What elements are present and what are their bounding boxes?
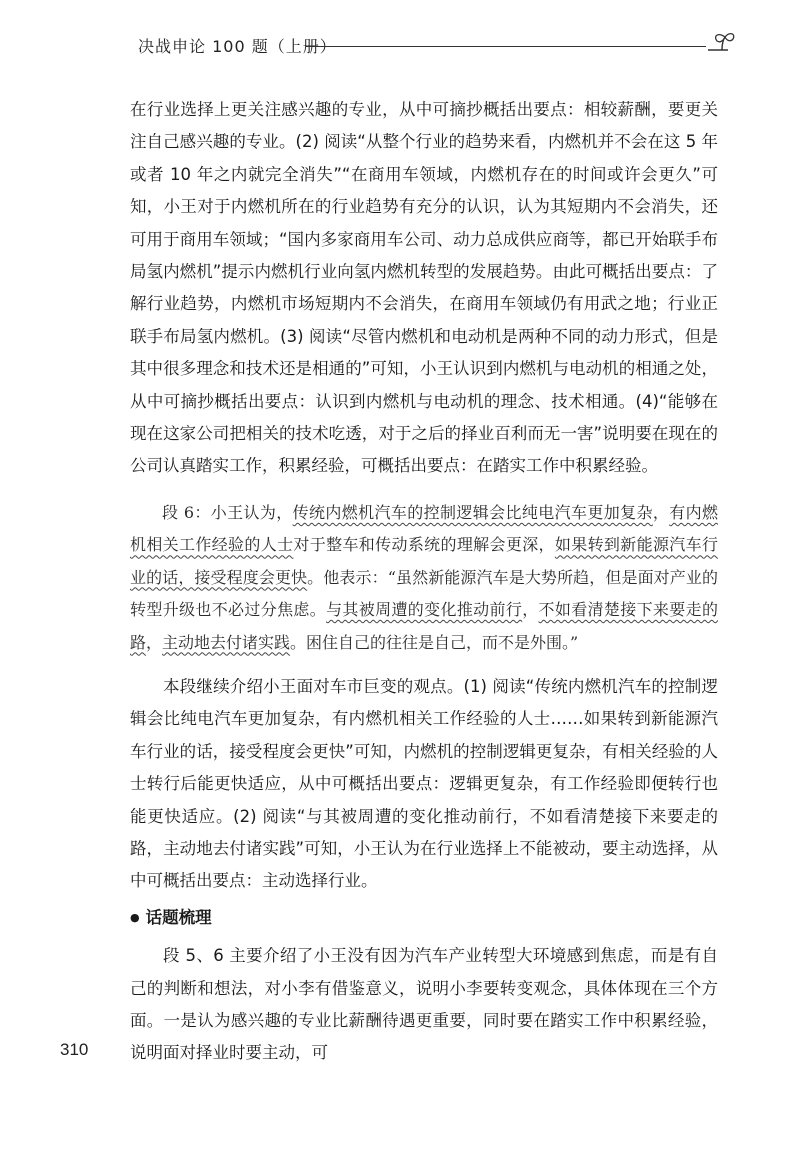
material-paragraph-6 [130,497,718,659]
running-header [138,32,738,62]
text-run: 。困住自己的往往是自己，而不是外围。” [290,632,579,652]
underlined-phrase: 传统内燃机汽车的控制逻辑会比纯电汽车更加复杂 [292,502,653,522]
text-run: 对于整车和传动系统的理解会更深， [293,535,555,555]
summary-paragraph: 段 5、6 主要介绍了小王没有因为汽车产业转型大环境感到焦虑，而是有自己的判断和想法，对小李有借鉴意义，说明小李要转变观念，具体体现在三个方面。一是认为感兴趣的专业比薪酬待遇更重要，同时要在踏实工作中积累经验，说明面对择业时要主动，可 [130,946,718,1063]
book-title: 决战申论 100 题（上册） [138,37,337,56]
underlined-phrase: 与其被周遭的变化推动前行 [326,600,523,620]
text-run: ， [146,632,163,652]
underlined-phrase: 主动地去付诸实践 [162,632,291,652]
underlined-phrase: 不如看清楚接下来要走的路 [130,600,718,652]
bullet-icon: ● [130,910,140,924]
page-number: 310 [60,1040,89,1059]
topic-heading-text: 话题梳理 [145,907,212,927]
text-run: 。他表示：“虽然新能源汽车是大势所趋，但是面对产业的转型升级也不必过分焦虑。 [130,567,718,620]
segment-label: 段 6：小王认为， [162,502,293,522]
underlined-phrase: 有内燃机相关工作经验的人士 [130,502,718,555]
text-run: ， [522,600,539,620]
page-body [130,94,718,1070]
analysis-paragraph-1: 在行业选择上更关注感兴趣的专业，从中可摘抄概括出要点：相较薪酬，要更关注自己感兴趣的专业。(2) 阅读“从整个行业的趋势来看，内燃机并不会在这 5 年或者 10 年之内就完全消失”“在商用车领域，内燃机存在的时间或许会更久”可知，小王对于内燃机所在的行业趋势有充分的认识，认为其短期内不会消失，还可用于商用车领域；“国内多家商用车公司、动力总成供应商等，都已开始联手布局氢内燃机”提示内燃机行业向氢内燃机转型的发展趋势。由此可概括出要点：了解行业趋势，内燃机市场短期内不会消失，在商用车领域仍有用武之地；行业正联手布局氢内燃机。(3) 阅读“尽管内燃机和电动机是两种不同的动力形式，但是其中很多理念和技术还是相通的”可知，小王认识到内燃机与电动机的相通之处，从中可摘抄概括出要点：认识到内燃机与电动机的理念、技术相通。(4)“能够在现在这家公司把相关的技术吃透，对于之后的择业百利而无一害”说明要在现在的公司认真踏实工作，积累经验，可概括出要点：在踏实工作中积累经验。 [130,100,718,476]
header-divider [306,46,706,47]
sprout-icon [704,30,738,58]
text-run: ， [652,502,670,522]
underlined-phrase: 如果转到新能源汽车行业的话，接受程度会更快 [130,535,718,587]
analysis-paragraph-2: 本段继续介绍小王面对车市巨变的观点。(1) 阅读“传统内燃机汽车的控制逻辑会比纯电汽车更加复杂，有内燃机相关工作经验的人士……如果转到新能源汽车行业的话，接受程度会更快”可知，内燃机的控制逻辑更复杂，有相关经验的人士转行后能更快适应，从中可概括出要点：逻辑更复杂，有工作经验即便转行也能更快适应。(2) 阅读“与其被周遭的变化推动前行，不如看清楚接下来要走的路，主动地去付诸实践”可知，小王认为在行业选择上不能被动，要主动选择，从中可概括出要点：主动选择行业。 [130,676,718,891]
topic-heading [130,902,718,934]
